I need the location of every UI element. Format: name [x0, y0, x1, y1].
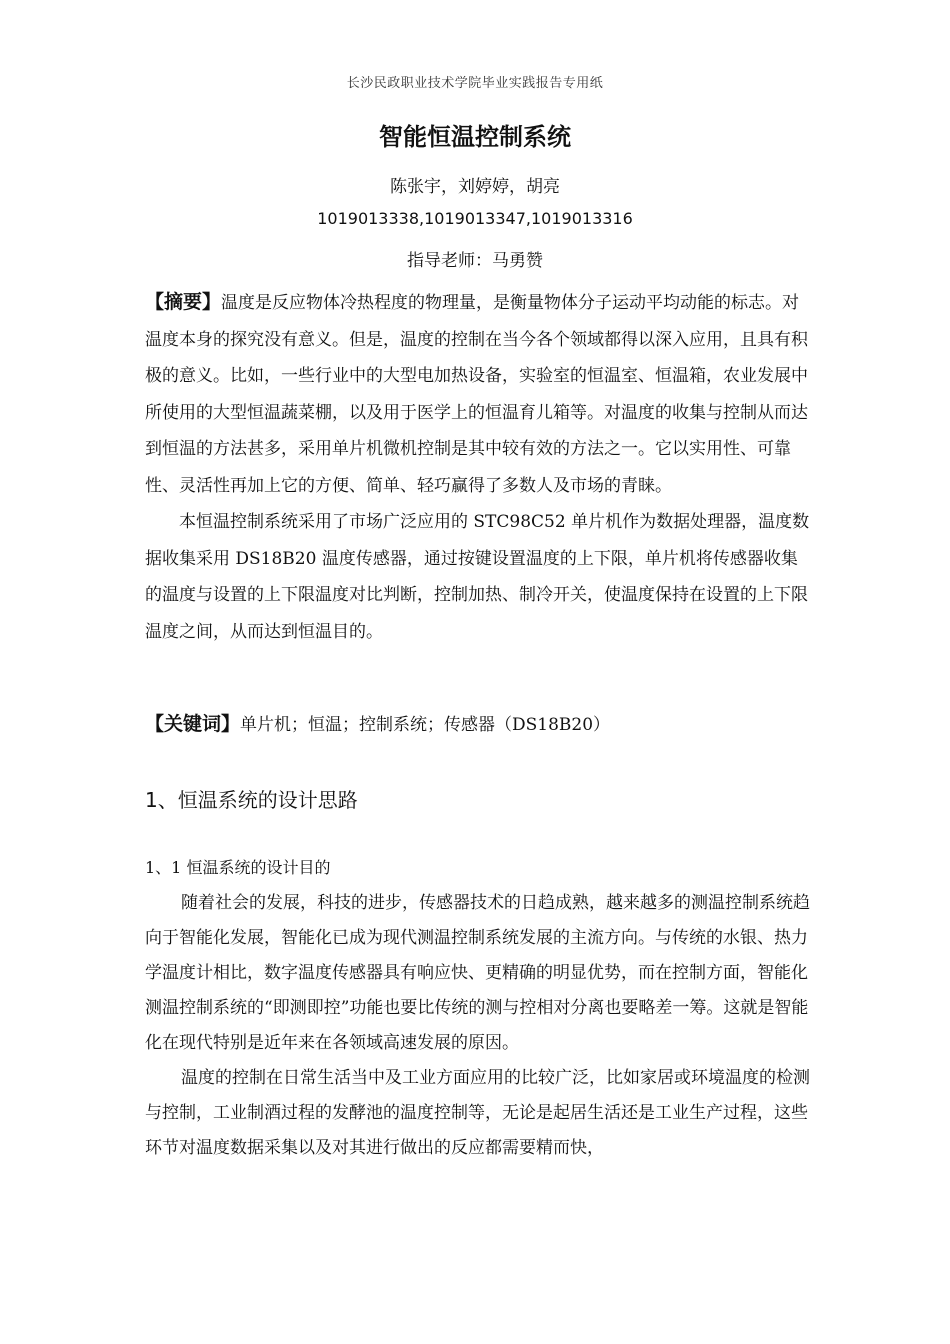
- abstract-para-1: [145, 284, 810, 504]
- paper-title: 智能恒温控制系统: [379, 123, 571, 151]
- section-body: [145, 886, 810, 1166]
- abstract-text-1: 温度是反应物体冷热程度的物理量，是衡量物体分子运动平均动能的标志。对温度本身的探究没有意义。但是，温度的控制在当今各个领域都得以深入应用，且具有积极的意义。比如，一些行业中的大型电加热设备，实验室的恒温室、恒温箱，农业发展中所使用的大型恒温蔬菜棚，以及用于医学上的恒温育儿箱等。对温度的收集与控制从而达到恒温的方法甚多，采用单片机微机控制是其中较有效的方法之一。它以实用性、可靠性、灵活性再加上它的方便、简单、轻巧赢得了多数人及市场的青睐。: [145, 293, 808, 496]
- page-header: 长沙民政职业技术学院毕业实践报告专用纸: [346, 76, 604, 91]
- subsection-heading: 1、1 恒温系统的设计目的: [145, 858, 331, 877]
- abstract: [145, 284, 810, 650]
- advisor: 指导老师：马勇赞: [407, 251, 543, 271]
- student-ids: 1019013338,1019013347,1019013316: [317, 209, 633, 228]
- abstract-para-2: 本恒温控制系统采用了市场广泛应用的 STC98C52 单片机作为数据处理器，温度数据收集采用 DS18B20 温度传感器，通过按键设置温度的上下限，单片机将传感器收集的温度与设置的上下限温度对比判断，控制加热、制冷开关，使温度保持在设置的上下限温度之间，从而达到恒温目的。: [145, 512, 810, 642]
- keywords-text: 单片机；恒温；控制系统；传感器（DS18B20）: [240, 715, 611, 735]
- keywords-label: 【关键词】: [145, 713, 241, 735]
- body-para-1: 随着社会的发展，科技的进步，传感器技术的日趋成熟，越来越多的测温控制系统趋向于智能化发展，智能化已成为现代测温控制系统发展的主流方向。与传统的水银、热力学温度计相比，数字温度传感器具有响应快、更精确的明显优势，而在控制方面，智能化测温控制系统的“即测即控”功能也要比传统的测与控相对分离也要略差一筹。这就是智能化在现代特别是近年来在各领域高速发展的原因。: [145, 893, 810, 1053]
- keywords: [145, 706, 810, 744]
- authors: 陈张宇，刘婷婷，胡亮: [390, 177, 560, 197]
- abstract-label: 【摘要】: [145, 291, 222, 313]
- body-para-2: 温度的控制在日常生活当中及工业方面应用的比较广泛，比如家居或环境温度的检测与控制，工业制酒过程的发酵池的温度控制等，无论是起居生活还是工业生产过程，这些环节对温度数据采集以及对其进行做出的反应都需要精而快，: [145, 1068, 810, 1158]
- section-heading: 1、恒温系统的设计思路: [145, 788, 358, 812]
